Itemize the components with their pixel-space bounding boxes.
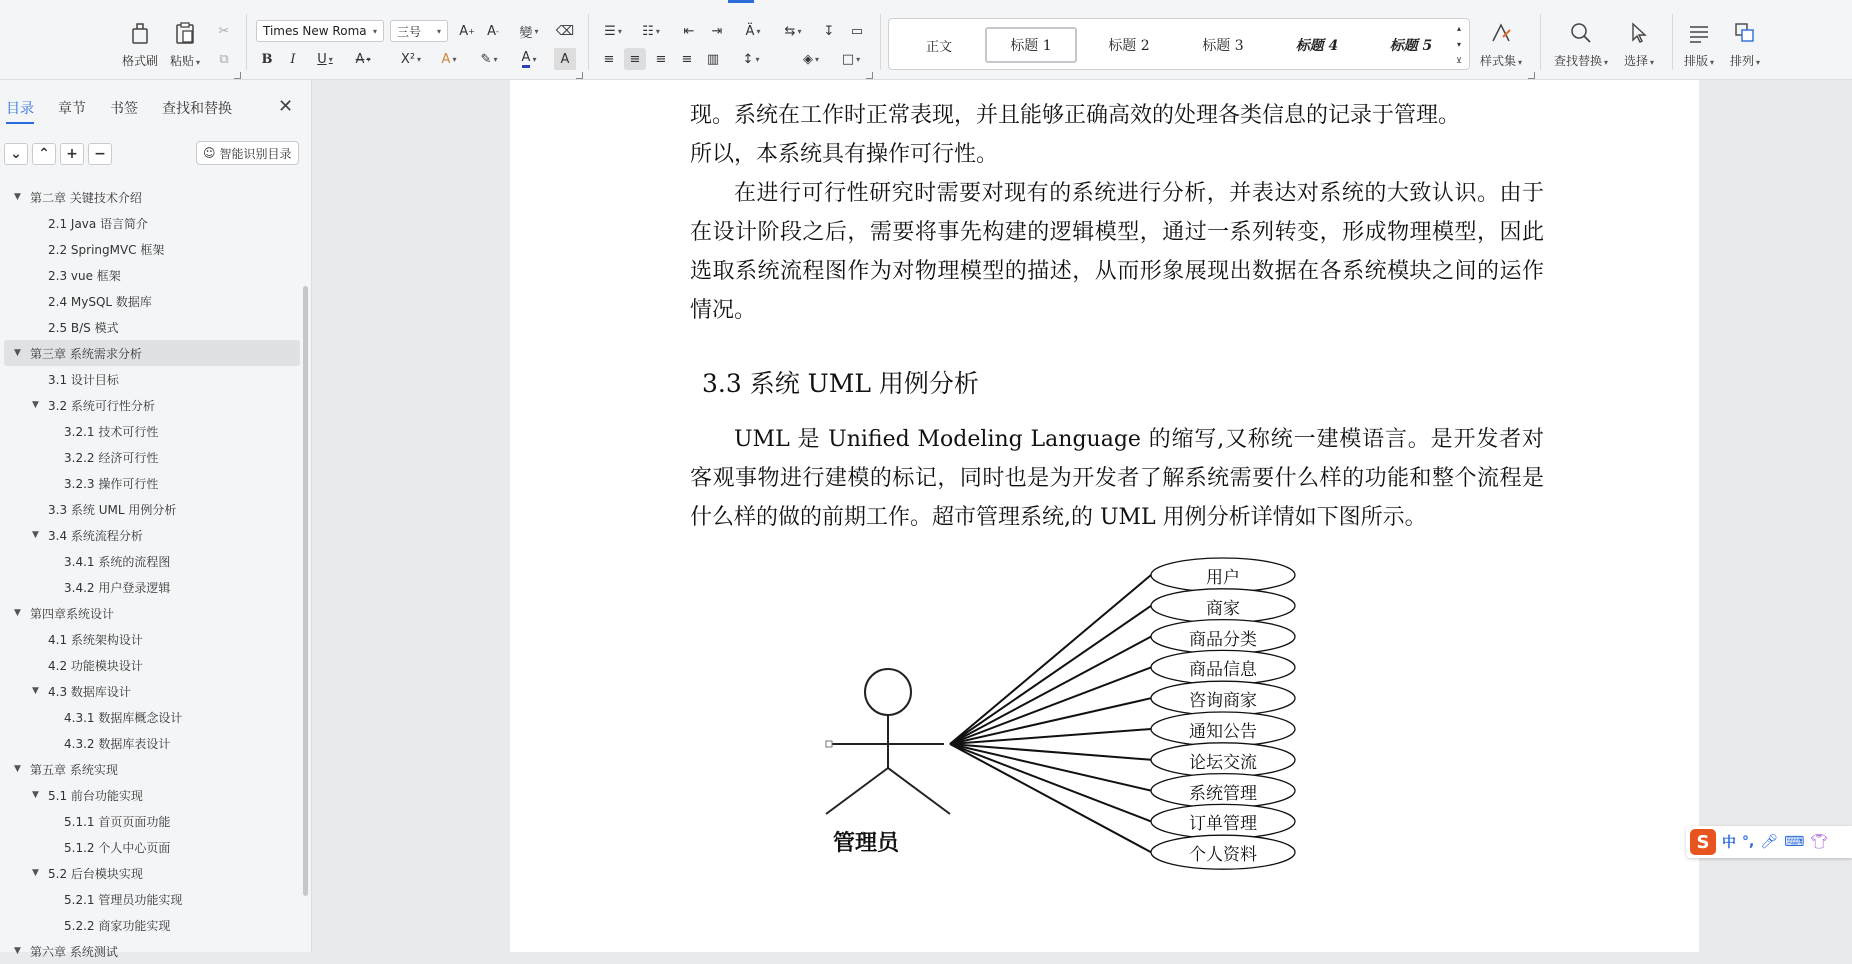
align-center-icon[interactable]: ≡ <box>624 48 646 70</box>
phonetic-icon[interactable]: 變 ▾ <box>519 25 539 41</box>
toc-item-label: 2.2 SpringMVC 框架 <box>48 242 165 257</box>
association-line <box>950 744 1151 852</box>
select-button[interactable]: 选择 ▾ <box>1624 20 1654 69</box>
italic-button[interactable] <box>282 48 304 70</box>
expand-arrow-icon[interactable]: ▼ <box>14 348 21 358</box>
toc-item[interactable] <box>4 418 300 444</box>
style-label: 标题 2 <box>1108 38 1150 54</box>
add-icon[interactable]: + <box>60 143 84 165</box>
tab-toc[interactable]: 目录 <box>6 98 34 118</box>
remove-icon[interactable]: − <box>88 143 112 165</box>
use-case-label: 咨询商家 <box>1189 691 1257 712</box>
use-case-label: 个人资料 <box>1189 845 1257 866</box>
style-heading-1[interactable] <box>985 27 1077 63</box>
toc-item-label: 5.1.1 首页页面功能 <box>64 814 171 829</box>
toc-item-label: 3.2.2 经济可行性 <box>64 450 159 465</box>
find-replace-label: 查找替换 <box>1554 54 1603 68</box>
align-left-icon[interactable]: ≡ <box>603 51 615 67</box>
toc-item-label: 第五章 系统实现 <box>30 762 118 777</box>
toc-item[interactable] <box>4 678 300 704</box>
toc-item-label: 4.2 功能模块设计 <box>48 658 143 673</box>
expand-arrow-icon[interactable]: ▼ <box>32 530 39 540</box>
format-brush-button[interactable] <box>122 20 158 69</box>
paragraph-3: UML 是 Unified Modeling Language 的缩写,又称统一建模语言。是开发者对客观事物进行建模的标记，同时也是为开发者了解系统需要什么样的功能和整个流程是什么样的做的前期工作。超市管理系统,的 UML 用例分析详情如下图所示。 <box>690 427 1544 530</box>
document-canvas <box>313 80 1852 952</box>
char-sort-icon[interactable]: ↧ <box>823 23 835 39</box>
separator <box>246 14 247 70</box>
table-icon[interactable]: ▭ <box>850 23 864 39</box>
font-name-select[interactable]: Times New Roma ▾ <box>256 20 384 42</box>
paragraph-line: 现。系统在工作时正常表现，并且能够正确高效的处理各类信息的记录于管理。 <box>690 103 1461 128</box>
use-case-label: 商品信息 <box>1189 660 1257 681</box>
toc-item-label: 3.2.3 操作可行性 <box>64 476 159 491</box>
toc-item[interactable] <box>4 860 300 886</box>
tab-bookmarks[interactable]: 书签 <box>110 101 138 117</box>
superscript-label: X² <box>400 51 416 67</box>
toc-item[interactable] <box>4 574 300 600</box>
actor-label: 管理员 <box>832 831 899 856</box>
expand-arrow-icon[interactable]: ▼ <box>32 790 39 800</box>
toc-item-label: 4.3 数据库设计 <box>48 684 131 699</box>
strikethrough-button[interactable]: A ▾ <box>355 51 371 67</box>
font-dialog-launcher[interactable] <box>576 72 583 79</box>
toc-item-label: 2.3 vue 框架 <box>48 268 121 283</box>
clipboard-dialog-launcher[interactable] <box>234 72 241 79</box>
toc-item[interactable] <box>4 210 300 236</box>
select-label: 选择 <box>1624 54 1649 68</box>
ime-mode[interactable]: 中 <box>1722 835 1736 851</box>
style-label: 标题 3 <box>1202 38 1244 54</box>
document-page[interactable] <box>510 80 1699 952</box>
toc-item-label: 5.1 前台功能实现 <box>48 788 143 803</box>
keyboard-icon[interactable]: ⌨ <box>1784 834 1805 850</box>
paragraph-line: 所以，本系统具有操作可行性。 <box>690 142 999 167</box>
bullet-list-icon[interactable]: ☰ ▾ <box>604 23 622 39</box>
paste-label: 粘贴 <box>170 54 195 68</box>
text-direction-icon[interactable]: Ä ▾ <box>745 23 761 39</box>
highlight-icon[interactable]: ✎ ▾ <box>480 51 498 67</box>
styles-expand-icon[interactable]: ⊻ <box>1456 55 1462 65</box>
style-normal[interactable] <box>901 27 977 63</box>
border-icon[interactable]: □ ▾ <box>841 51 861 67</box>
grow-font-icon[interactable]: A + <box>459 23 475 39</box>
tab-find-replace[interactable]: 查找和替换 <box>162 101 232 117</box>
section-heading: 3.3 系统 UML 用例分析 <box>702 369 979 398</box>
toc-controls <box>4 143 112 165</box>
style-set-icon <box>1488 20 1514 46</box>
toc-item[interactable] <box>4 652 300 678</box>
navigation-pane <box>0 80 312 959</box>
separator <box>880 14 881 70</box>
toc-item-label: 2.4 MySQL 数据库 <box>48 294 152 309</box>
actor-head <box>865 669 911 715</box>
ribbon-toolbar <box>0 0 1852 80</box>
toc-item-label: 3.4.2 用户登录逻辑 <box>64 580 171 595</box>
toc-item[interactable] <box>4 392 300 418</box>
bold-button[interactable] <box>256 48 278 70</box>
style-heading-3[interactable] <box>1179 27 1267 63</box>
use-case-label: 系统管理 <box>1189 783 1257 804</box>
toc-item[interactable] <box>4 236 300 262</box>
use-case-label: 通知公告 <box>1189 722 1257 742</box>
toc-item[interactable] <box>4 262 300 288</box>
toc-item-label: 3.2.1 技术可行性 <box>64 424 159 439</box>
toc-item-label: 第六章 系统测试 <box>30 944 118 959</box>
actor-figure <box>826 669 950 814</box>
style-heading-2[interactable] <box>1085 27 1173 63</box>
style-label: 正文 <box>925 39 952 55</box>
toc-item-label: 3.4.1 系统的流程图 <box>64 554 171 569</box>
toc-item-label: 5.2 后台模块实现 <box>48 866 143 881</box>
style-set-label: 样式集 <box>1480 54 1517 68</box>
separator <box>1672 14 1673 70</box>
cursor-arrow-icon <box>1626 20 1652 46</box>
actor-left-leg <box>826 768 888 814</box>
use-case-label: 商品分类 <box>1189 629 1257 650</box>
uml-use-case-diagram <box>510 80 1699 952</box>
use-case-label: 商家 <box>1206 598 1240 619</box>
style-heading-5[interactable] <box>1367 27 1455 63</box>
clear-format-icon[interactable]: ⌫ <box>555 23 575 39</box>
collapse-all-icon[interactable]: ⌄ <box>4 143 28 165</box>
styles-gallery <box>888 18 1470 70</box>
toc-item[interactable] <box>4 782 300 808</box>
active-tab-indicator <box>728 0 754 3</box>
toc-item[interactable] <box>4 444 300 470</box>
toc-item[interactable] <box>4 184 300 210</box>
copy-icon[interactable]: ⧉ <box>219 51 229 67</box>
find-replace-button[interactable]: 查找替换 ▾ <box>1554 20 1608 69</box>
paragraph-dialog-launcher[interactable] <box>866 72 873 79</box>
robot-icon: ☺ <box>203 146 216 160</box>
toc-item[interactable] <box>4 288 300 314</box>
justify-icon[interactable]: ≡ <box>681 51 693 67</box>
expand-arrow-icon[interactable]: ▼ <box>32 686 39 696</box>
paste-button[interactable]: 粘贴 ▾ <box>170 20 200 69</box>
toc-item-label: 第二章 关键技术介绍 <box>30 190 142 205</box>
style-label: 标题 4 <box>1295 38 1339 54</box>
format-brush-icon <box>127 20 153 46</box>
association-line <box>950 606 1151 744</box>
line-spacing-icon[interactable]: ↕ ▾ <box>742 51 760 67</box>
strikethrough-label: A <box>355 51 365 67</box>
style-label: 标题 5 <box>1389 38 1433 54</box>
toc-item[interactable] <box>4 340 300 366</box>
toc-item[interactable] <box>4 730 300 756</box>
use-case-label: 论坛交流 <box>1189 752 1257 773</box>
toc-item[interactable] <box>4 366 300 392</box>
toc-item-label: 4.3.1 数据库概念设计 <box>64 710 183 725</box>
shrink-font-icon[interactable]: A - <box>487 23 499 39</box>
smart-toc-label: 智能识别目录 <box>219 146 292 161</box>
smart-toc-button[interactable] <box>196 141 299 165</box>
toc-item[interactable] <box>4 756 300 782</box>
selection-handle[interactable] <box>826 741 832 747</box>
paragraph-2: 在进行可行性研究时需要对现有的系统进行分析，并表达对系统的大致认识。由于在设计阶段之后，需要将事先构建的逻辑模型，通过一系列转变，形成物理模型，因此选取系统流程图作为对物理模型的描述，从而形象展现出数据在各系统模块之间的运作情况。 <box>690 181 1544 323</box>
arrange-label: 排列 <box>1730 54 1755 68</box>
font-name-value: Times New Roma <box>263 24 367 38</box>
arrange-icon <box>1732 20 1758 46</box>
arrange-button[interactable]: 排列 ▾ <box>1730 20 1760 69</box>
sort-icon[interactable]: ⇆ ▾ <box>784 23 802 39</box>
microphone-icon[interactable]: 🎤︎ <box>1760 834 1779 850</box>
nav-tabs <box>6 98 232 118</box>
style-heading-4[interactable] <box>1273 27 1361 63</box>
layout-icon <box>1686 20 1712 46</box>
toc-item[interactable] <box>4 808 300 834</box>
toc-item-label: 3.2 系统可行性分析 <box>48 398 155 413</box>
ime-toolbar[interactable] <box>1686 826 1852 858</box>
actor-right-leg <box>888 768 950 814</box>
underline-button[interactable]: U ▾ <box>317 51 333 67</box>
font-size-select[interactable]: 三号 ▾ <box>390 20 448 42</box>
toc-item[interactable] <box>4 600 300 626</box>
association-line <box>950 637 1151 744</box>
use-case-label: 订单管理 <box>1189 814 1257 835</box>
expand-arrow-icon[interactable]: ▼ <box>32 400 39 410</box>
paragraph-shading-icon[interactable]: ◈ ▾ <box>802 51 819 67</box>
distribute-icon[interactable]: ▥ <box>706 51 720 67</box>
toc-item[interactable] <box>4 886 300 912</box>
toc-item[interactable] <box>4 912 300 938</box>
increase-indent-icon[interactable]: ⇥ <box>711 23 723 39</box>
numbered-list-icon[interactable]: ☷ ▾ <box>642 23 660 39</box>
underline-label: U <box>317 51 327 67</box>
expand-arrow-icon[interactable]: ▼ <box>14 608 21 618</box>
expand-arrow-icon[interactable]: ▼ <box>14 764 21 774</box>
toc-item-label: 4.3.2 数据库表设计 <box>64 736 171 751</box>
toc-item-label: 5.1.2 个人中心页面 <box>64 840 171 855</box>
font-color-icon[interactable]: A ▾ <box>514 48 544 70</box>
cut-icon[interactable]: ✂ <box>218 23 230 39</box>
italic-label: I <box>290 51 296 67</box>
toc-scrollbar[interactable] <box>303 286 308 896</box>
styles-dialog-launcher[interactable] <box>1528 72 1535 79</box>
toc-list <box>4 184 300 964</box>
layout-label: 排版 <box>1684 54 1709 68</box>
align-right-icon[interactable]: ≡ <box>655 51 667 67</box>
expand-arrow-icon[interactable]: ▼ <box>32 868 39 878</box>
toc-item[interactable] <box>4 548 300 574</box>
font-size-value: 三号 <box>397 24 422 39</box>
toc-item-label: 5.2.1 管理员功能实现 <box>64 892 183 907</box>
format-brush-label: 格式刷 <box>122 54 159 68</box>
toc-item[interactable] <box>4 704 300 730</box>
styles-scroll-down-icon[interactable]: ▾ <box>1456 39 1461 49</box>
toc-item-label: 2.5 B/S 模式 <box>48 320 119 335</box>
separator <box>1540 14 1541 70</box>
sogou-logo-icon: S <box>1690 829 1716 855</box>
toc-item[interactable] <box>4 470 300 496</box>
toc-item-label: 第四章系统设计 <box>30 606 115 621</box>
layout-button[interactable]: 排版 ▾ <box>1684 20 1714 69</box>
decrease-indent-icon[interactable]: ⇤ <box>683 23 695 39</box>
skin-icon[interactable]: 👕︎ <box>1810 834 1829 850</box>
toc-item-label: 4.1 系统架构设计 <box>48 632 143 647</box>
ime-punct[interactable]: °, <box>1742 834 1755 850</box>
toc-item-label: 3.1 设计目标 <box>48 372 119 387</box>
styles-scroll-up-icon[interactable]: ▴ <box>1456 23 1461 33</box>
char-shading-icon[interactable]: A <box>554 48 576 70</box>
toc-item[interactable] <box>4 834 300 860</box>
toc-item-label: 3.4 系统流程分析 <box>48 528 143 543</box>
close-icon[interactable]: ✕ <box>278 96 294 117</box>
separator <box>588 14 589 70</box>
toc-item-label: 5.2.2 商家功能实现 <box>64 918 171 933</box>
toc-item[interactable] <box>4 626 300 652</box>
style-label: 标题 1 <box>1010 38 1052 54</box>
toc-item[interactable] <box>4 938 300 964</box>
toc-item[interactable] <box>4 314 300 340</box>
toc-item-label: 2.1 Java 语言简介 <box>48 216 149 231</box>
search-icon <box>1568 20 1594 46</box>
use-case-label: 用户 <box>1206 568 1240 588</box>
toc-item-label: 第三章 系统需求分析 <box>30 346 142 361</box>
bold-label: B <box>261 51 273 67</box>
toc-item[interactable] <box>4 522 300 548</box>
superscript-button[interactable]: X² ▾ <box>400 51 422 67</box>
text-effect-icon[interactable]: A ▾ <box>441 51 457 67</box>
expand-arrow-icon[interactable]: ▼ <box>14 946 21 956</box>
association-line <box>950 575 1151 744</box>
toc-item-label: 3.3 系统 UML 用例分析 <box>48 502 177 517</box>
tab-sections[interactable]: 章节 <box>58 101 86 117</box>
paste-icon <box>172 20 198 46</box>
toc-item[interactable] <box>4 496 300 522</box>
style-set-button[interactable]: 样式集 ▾ <box>1480 20 1522 69</box>
expand-up-icon[interactable]: ⌃ <box>32 143 56 165</box>
expand-arrow-icon[interactable]: ▼ <box>14 192 21 202</box>
